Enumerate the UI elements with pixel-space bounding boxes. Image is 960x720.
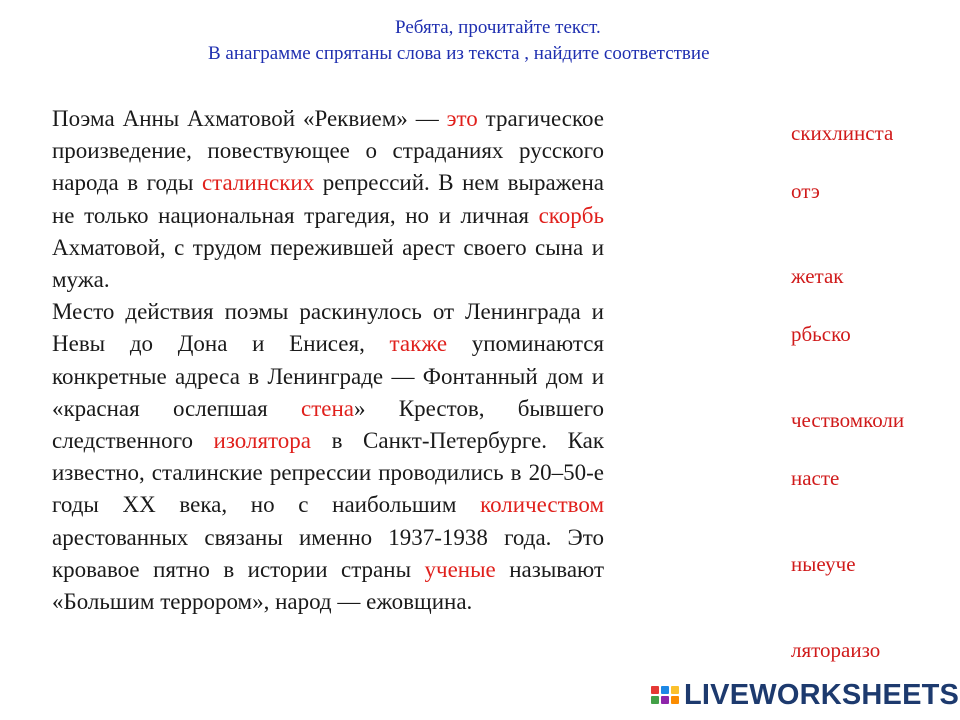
highlighted-word: это [446,106,478,131]
paragraph-2 [52,296,604,618]
reading-text [52,103,604,618]
paragraph-1 [52,103,604,296]
anagram-item[interactable]: лятораизо [791,638,881,662]
logo-square [671,686,679,694]
anagram-item[interactable]: отэ [791,179,820,203]
brand-name: LIVEWORKSHEETS [684,679,960,711]
text-segment: Поэма Анны Ахматовой «Реквием» — [52,106,447,131]
highlighted-word: ученые [424,556,496,582]
logo-square [671,696,679,704]
anagram-item[interactable]: насте [791,466,840,490]
liveworksheets-logo [651,679,959,711]
text-segment: Ахматовой, с трудом пережившей арест своего сына и мужа. [52,234,604,293]
highlighted-word: скорбь [538,202,604,228]
instruction-line-1: Ребята, прочитайте текст. [395,17,601,38]
text-segment: упоминаются конкретные адреса в Ленинграде — Фонтанный дом и «красная ослепшая [52,331,604,421]
anagram-item[interactable]: чествомколи [791,408,905,432]
text-segment: репрессий. В нем выражена не только национальная трагедия, но и личная [52,170,604,228]
text-segment: Место действия поэмы раскинулось от Ленинграда и Невы до Дона и Енисея, [52,299,604,357]
anagram-item[interactable]: жетак [791,264,844,288]
logo-square [661,696,669,704]
logo-square [661,686,669,694]
instruction-line-2: В анаграмме спрятаны слова из текста , найдите соответствие [208,43,710,64]
highlighted-word: количеством [480,492,604,518]
logo-square [651,686,659,694]
text-segment: арестованных связаны именно 1937-1938 года. Это кровавое пятно в истории страны [52,524,604,582]
logo-grid-icon [651,686,679,704]
text-segment: называют «Большим террором», народ — ежовщина. [52,556,604,615]
anagram-item[interactable]: ныеуче [791,552,856,576]
highlighted-word: также [389,331,448,357]
highlighted-word: сталинских [201,170,315,196]
highlighted-word: стена [301,395,354,421]
text-segment: в Санкт-Петербурге. Как известно, сталинские репрессии проводились в 20–50-е годы XX века, но с наибольшим [52,428,604,518]
anagram-item[interactable]: скихлинста [791,121,894,145]
anagram-item[interactable]: рбьско [791,322,851,346]
highlighted-word: изолятора [213,428,312,454]
text-segment: трагическое произведение, повествующее о страданиях русского народа в годы [52,106,605,196]
text-segment: » Крестов, бывшего следственного [52,395,605,454]
logo-square [651,696,659,704]
